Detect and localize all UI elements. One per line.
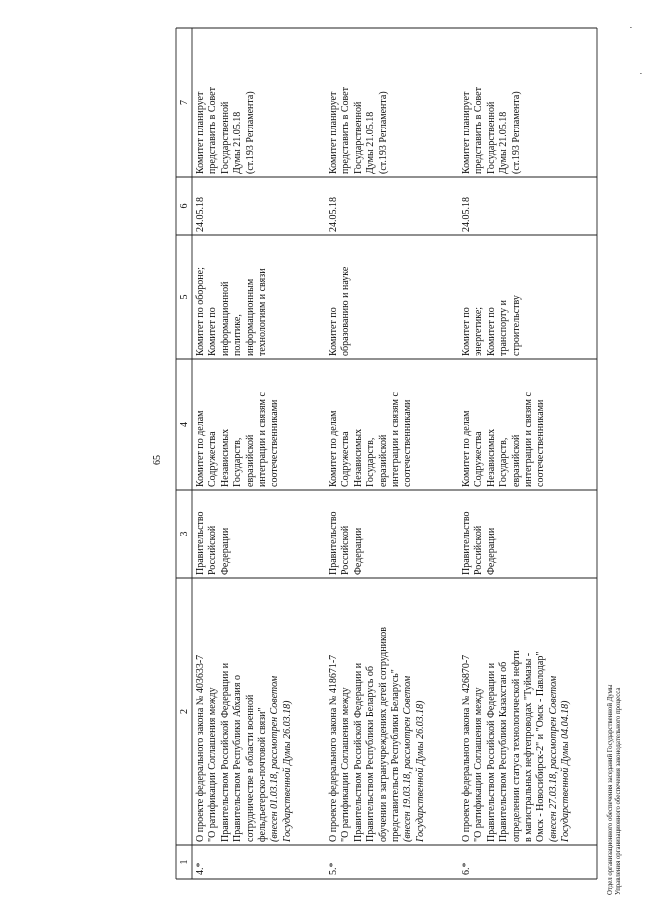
lead-committee: Комитет по делам Содружества Независимых Государств, евразийской интеграции и связям с соотечественниками <box>461 392 547 487</box>
plan-note: Комитет планирует представить в Совет Государственной Думы 21.05.18 (ст.193 Регламента) <box>195 87 256 174</box>
co-executor-committees: Комитет по энергетике; Комитет по транспорту и строительству <box>461 295 522 356</box>
column-header-3: 3 <box>179 531 190 537</box>
lead-committee: Комитет по делам Содружества Независимых Государств, евразийской интеграции и связям с соотечественниками <box>328 392 414 487</box>
bill-note: (внесен 01.03.18, рассмотрен Советом <box>269 675 281 842</box>
column-header-4: 4 <box>179 422 190 427</box>
row-number: 4.* <box>195 862 206 875</box>
footer-line-2: Управления организационного обеспечения законодательного процесса <box>615 687 622 895</box>
plan-note: Комитет планирует представить в Совет Государственной Думы 21.05.18 (ст.193 Регламента) <box>461 87 522 174</box>
subject-of-initiative: Правительство Российской Федерации <box>195 511 231 575</box>
bill-title: О проекте федерального закона № 403633-7 "О ратификации Соглашения между Правительством Российской Федерации и Правительством Республики Абхазия о сотрудничестве в области военной фельдъегерско-почтовой связи" (внесен 01.03.18, рассмотрен Советом Государственной Думы 26.03.18) <box>195 580 294 842</box>
bill-note: (внесен 27.03.18, рассмотрен Советом <box>547 675 559 842</box>
deadline-date: 24.05.18 <box>461 197 472 232</box>
co-executor-committees: Комитет по обороне; Комитет по информационной политике, информационным технологиям и связи <box>195 267 269 356</box>
column-header-5: 5 <box>179 294 190 300</box>
scan-speck: · <box>636 72 646 75</box>
bill-title: О проекте федерального закона № 426870-7 "О ратификации Соглашения между Правительством Российской Федерации и Правительством Республики Казахстан об определении статуса технологической нефти в магистральных нефтепроводах "Туймазы - Омск - Новосибирск-2" и "Омск - Павлодар" (внесен 27.03.18, рассмотрен Советом Государственной Думы 04.04.18) <box>461 580 573 842</box>
column-header-7: 7 <box>179 100 190 105</box>
column-header-6: 6 <box>179 203 190 209</box>
document-footer <box>607 685 623 895</box>
co-executor-committees: Комитет по образованию и науке <box>328 266 352 356</box>
subject-of-initiative: Правительство Российской Федерации <box>461 511 497 575</box>
row-number: 6.* <box>461 862 472 875</box>
deadline-date: 24.05.18 <box>195 197 206 232</box>
deadline-date: 24.05.18 <box>328 197 339 232</box>
subject-of-initiative: Правительство Российской Федерации <box>328 511 364 575</box>
plan-note: Комитет планирует представить в Совет Государственной Думы 21.05.18 (ст.193 Регламента) <box>328 87 389 174</box>
page-number: 65 <box>152 455 163 465</box>
row-number: 5.* <box>328 862 339 875</box>
lead-committee: Комитет по делам Содружества Независимых Государств, евразийской интеграции и связям с соотечественниками <box>195 392 281 487</box>
bill-title: О проекте федерального закона № 418671-7 "О ратификации Соглашения между Правительством Российской Федерации и Правительством Республики Беларусь об обучении в загранучреждениях детей сотрудников представительств Республики Беларусь" (внесен 19.03.18, рассмотрен Советом Государственной Думы 26.03.18) <box>328 580 427 842</box>
column-header-1: 1 <box>179 859 190 865</box>
footer-line-1: Отдел организационного обеспечения заседаний Государственной Думы <box>607 684 614 895</box>
column-header-2: 2 <box>179 709 190 714</box>
bill-note: (внесен 19.03.18, рассмотрен Советом <box>402 675 414 842</box>
scan-speck: · <box>626 26 636 29</box>
